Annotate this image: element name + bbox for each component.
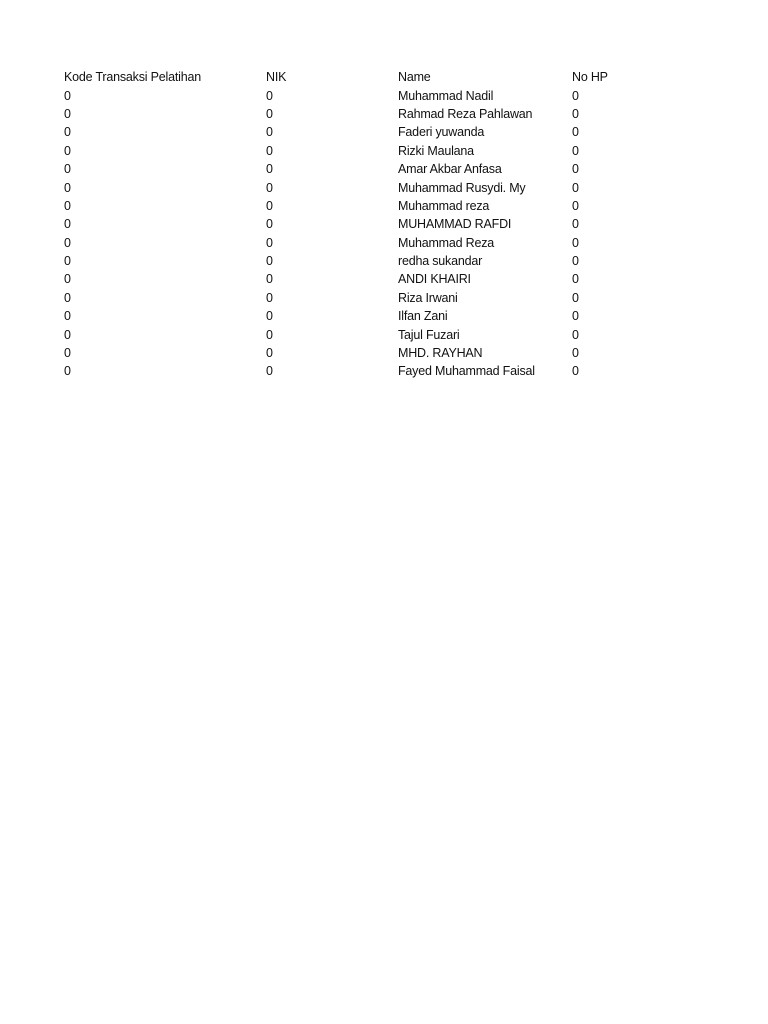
cell-no-hp: 0 bbox=[572, 346, 579, 361]
cell-name: Rahmad Reza Pahlawan bbox=[398, 106, 533, 121]
column-header-nik: NIK bbox=[266, 70, 287, 85]
cell-kode-transaksi: 0 bbox=[64, 180, 71, 195]
column-header-no-hp: No HP bbox=[572, 70, 608, 85]
cell-no-hp: 0 bbox=[572, 364, 579, 379]
cell-nik: 0 bbox=[266, 125, 273, 140]
cell-no-hp: 0 bbox=[572, 290, 579, 305]
cell-name: MUHAMMAD RAFDI bbox=[398, 217, 512, 232]
table-row bbox=[64, 178, 632, 196]
cell-name: Fayed Muhammad Faisal bbox=[398, 364, 535, 379]
cell-name: Ilfan Zani bbox=[398, 309, 448, 324]
cell-name: Faderi yuwanda bbox=[398, 125, 485, 140]
column-header-kode-transaksi: Kode Transaksi Pelatihan bbox=[64, 70, 201, 85]
cell-name: Riza Irwani bbox=[398, 290, 458, 305]
table-row bbox=[64, 160, 632, 178]
column-header-name: Name bbox=[398, 70, 431, 85]
cell-no-hp: 0 bbox=[572, 309, 579, 324]
cell-no-hp: 0 bbox=[572, 272, 579, 287]
cell-kode-transaksi: 0 bbox=[64, 235, 71, 250]
table-row bbox=[64, 252, 632, 270]
table-row bbox=[64, 325, 632, 343]
cell-kode-transaksi: 0 bbox=[64, 327, 71, 342]
cell-no-hp: 0 bbox=[572, 217, 579, 232]
cell-no-hp: 0 bbox=[572, 198, 579, 213]
cell-kode-transaksi: 0 bbox=[64, 106, 71, 121]
cell-name: Rizki Maulana bbox=[398, 143, 474, 158]
cell-kode-transaksi: 0 bbox=[64, 364, 71, 379]
cell-kode-transaksi: 0 bbox=[64, 217, 71, 232]
cell-name: ANDI KHAIRI bbox=[398, 272, 471, 287]
cell-no-hp: 0 bbox=[572, 106, 579, 121]
participants-table bbox=[64, 68, 632, 381]
cell-nik: 0 bbox=[266, 309, 273, 324]
cell-kode-transaksi: 0 bbox=[64, 88, 71, 103]
table-row bbox=[64, 123, 632, 141]
cell-name: Muhammad Nadil bbox=[398, 88, 494, 103]
cell-kode-transaksi: 0 bbox=[64, 309, 71, 324]
cell-kode-transaksi: 0 bbox=[64, 143, 71, 158]
table-row bbox=[64, 270, 632, 288]
cell-nik: 0 bbox=[266, 235, 273, 250]
cell-kode-transaksi: 0 bbox=[64, 198, 71, 213]
table-row bbox=[64, 197, 632, 215]
cell-no-hp: 0 bbox=[572, 125, 579, 140]
cell-name: Muhammad Reza bbox=[398, 235, 495, 250]
cell-kode-transaksi: 0 bbox=[64, 290, 71, 305]
cell-nik: 0 bbox=[266, 346, 273, 361]
cell-name: Tajul Fuzari bbox=[398, 327, 460, 342]
cell-no-hp: 0 bbox=[572, 235, 579, 250]
cell-nik: 0 bbox=[266, 364, 273, 379]
table-row bbox=[64, 289, 632, 307]
cell-name: redha sukandar bbox=[398, 254, 483, 269]
cell-nik: 0 bbox=[266, 106, 273, 121]
cell-nik: 0 bbox=[266, 88, 273, 103]
cell-name: Muhammad Rusydi. My bbox=[398, 180, 526, 195]
cell-no-hp: 0 bbox=[572, 180, 579, 195]
table-row bbox=[64, 234, 632, 252]
table-row bbox=[64, 105, 632, 123]
cell-nik: 0 bbox=[266, 327, 273, 342]
table-row bbox=[64, 142, 632, 160]
data-sheet bbox=[64, 68, 632, 381]
cell-name: Muhammad reza bbox=[398, 198, 490, 213]
table-row bbox=[64, 215, 632, 233]
table-body bbox=[64, 86, 632, 380]
cell-nik: 0 bbox=[266, 272, 273, 287]
cell-no-hp: 0 bbox=[572, 327, 579, 342]
cell-no-hp: 0 bbox=[572, 88, 579, 103]
cell-nik: 0 bbox=[266, 162, 273, 177]
cell-no-hp: 0 bbox=[572, 162, 579, 177]
table-header-row bbox=[64, 68, 632, 86]
cell-nik: 0 bbox=[266, 290, 273, 305]
cell-nik: 0 bbox=[266, 198, 273, 213]
cell-name: MHD. RAYHAN bbox=[398, 346, 483, 361]
cell-kode-transaksi: 0 bbox=[64, 346, 71, 361]
cell-kode-transaksi: 0 bbox=[64, 254, 71, 269]
cell-no-hp: 0 bbox=[572, 143, 579, 158]
table-row bbox=[64, 362, 632, 380]
cell-nik: 0 bbox=[266, 217, 273, 232]
table-row bbox=[64, 344, 632, 362]
cell-no-hp: 0 bbox=[572, 254, 579, 269]
cell-nik: 0 bbox=[266, 254, 273, 269]
cell-kode-transaksi: 0 bbox=[64, 162, 71, 177]
table-row bbox=[64, 307, 632, 325]
cell-kode-transaksi: 0 bbox=[64, 272, 71, 287]
cell-nik: 0 bbox=[266, 180, 273, 195]
table-row bbox=[64, 86, 632, 104]
cell-nik: 0 bbox=[266, 143, 273, 158]
cell-name: Amar Akbar Anfasa bbox=[398, 162, 502, 177]
cell-kode-transaksi: 0 bbox=[64, 125, 71, 140]
